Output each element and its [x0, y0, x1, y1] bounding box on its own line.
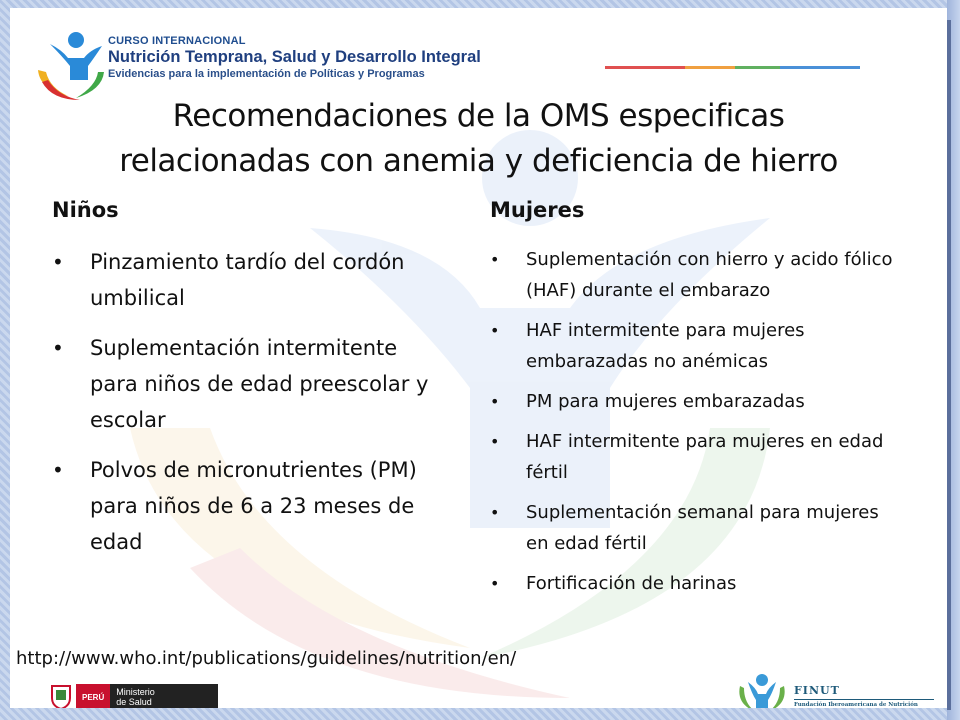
list-item: • Pinzamiento tardío del cordón umbilical — [52, 244, 432, 316]
left-column-list — [52, 244, 432, 574]
accent-line-orange — [685, 66, 735, 69]
bullet-icon: • — [490, 574, 500, 593]
slide — [10, 8, 947, 708]
accent-line-blue — [780, 66, 860, 69]
ministry-label: Ministerio de Salud — [110, 684, 218, 708]
course-tagline: Evidencias para la implementación de Políticas y Programas — [108, 68, 425, 80]
course-name: Nutrición Temprana, Salud y Desarrollo Integral — [108, 48, 481, 66]
bullet-icon: • — [490, 392, 500, 411]
list-item: • Suplementación con hierro y acido fólico (HAF) durante el embarazo — [490, 244, 900, 306]
bullet-icon: • — [52, 336, 64, 360]
title-line-2: relacionadas con anemia y deficiencia de hierro — [119, 143, 838, 179]
course-overline: CURSO INTERNACIONAL — [108, 35, 246, 47]
source-url: http://www.who.int/publications/guidelines/nutrition/en/ — [16, 648, 517, 669]
bullet-icon: • — [490, 432, 500, 451]
window-edge — [947, 0, 960, 720]
peru-shield-icon — [50, 684, 72, 708]
list-item: • Suplementación semanal para mujeres en edad fértil — [490, 497, 900, 559]
peru-ministry-logo — [50, 684, 218, 708]
list-item: • Polvos de micronutrientes (PM) para niños de 6 a 23 meses de edad — [52, 452, 432, 560]
finut-name: FINUT — [794, 684, 840, 697]
course-header — [108, 35, 481, 80]
bullet-icon: • — [52, 458, 64, 482]
course-logo-icon — [32, 30, 112, 102]
title-line-1: Recomendaciones de la OMS especificas — [172, 98, 785, 134]
page-title — [10, 94, 947, 184]
list-item: • HAF intermitente para mujeres embarazadas no anémicas — [490, 315, 900, 377]
bullet-icon: • — [490, 503, 500, 522]
right-column-heading: Mujeres — [490, 198, 585, 222]
finut-subtitle: Fundación Iberoamericana de Nutrición — [794, 702, 918, 708]
bullet-icon: • — [52, 250, 64, 274]
peru-label: PERÚ — [76, 684, 110, 708]
list-item: • PM para mujeres embarazadas — [490, 386, 900, 417]
list-item: • Fortificación de harinas — [490, 568, 900, 599]
finut-logo — [734, 670, 934, 708]
right-column-list — [490, 244, 900, 608]
accent-line-red — [605, 66, 685, 69]
bullet-icon: • — [490, 321, 500, 340]
left-column-heading: Niños — [52, 198, 119, 222]
bullet-icon: • — [490, 250, 500, 269]
accent-line-green — [735, 66, 780, 69]
list-item: • Suplementación intermitente para niños de edad preescolar y escolar — [52, 330, 432, 438]
finut-emblem-icon — [734, 670, 790, 708]
list-item: • HAF intermitente para mujeres en edad fértil — [490, 426, 900, 488]
